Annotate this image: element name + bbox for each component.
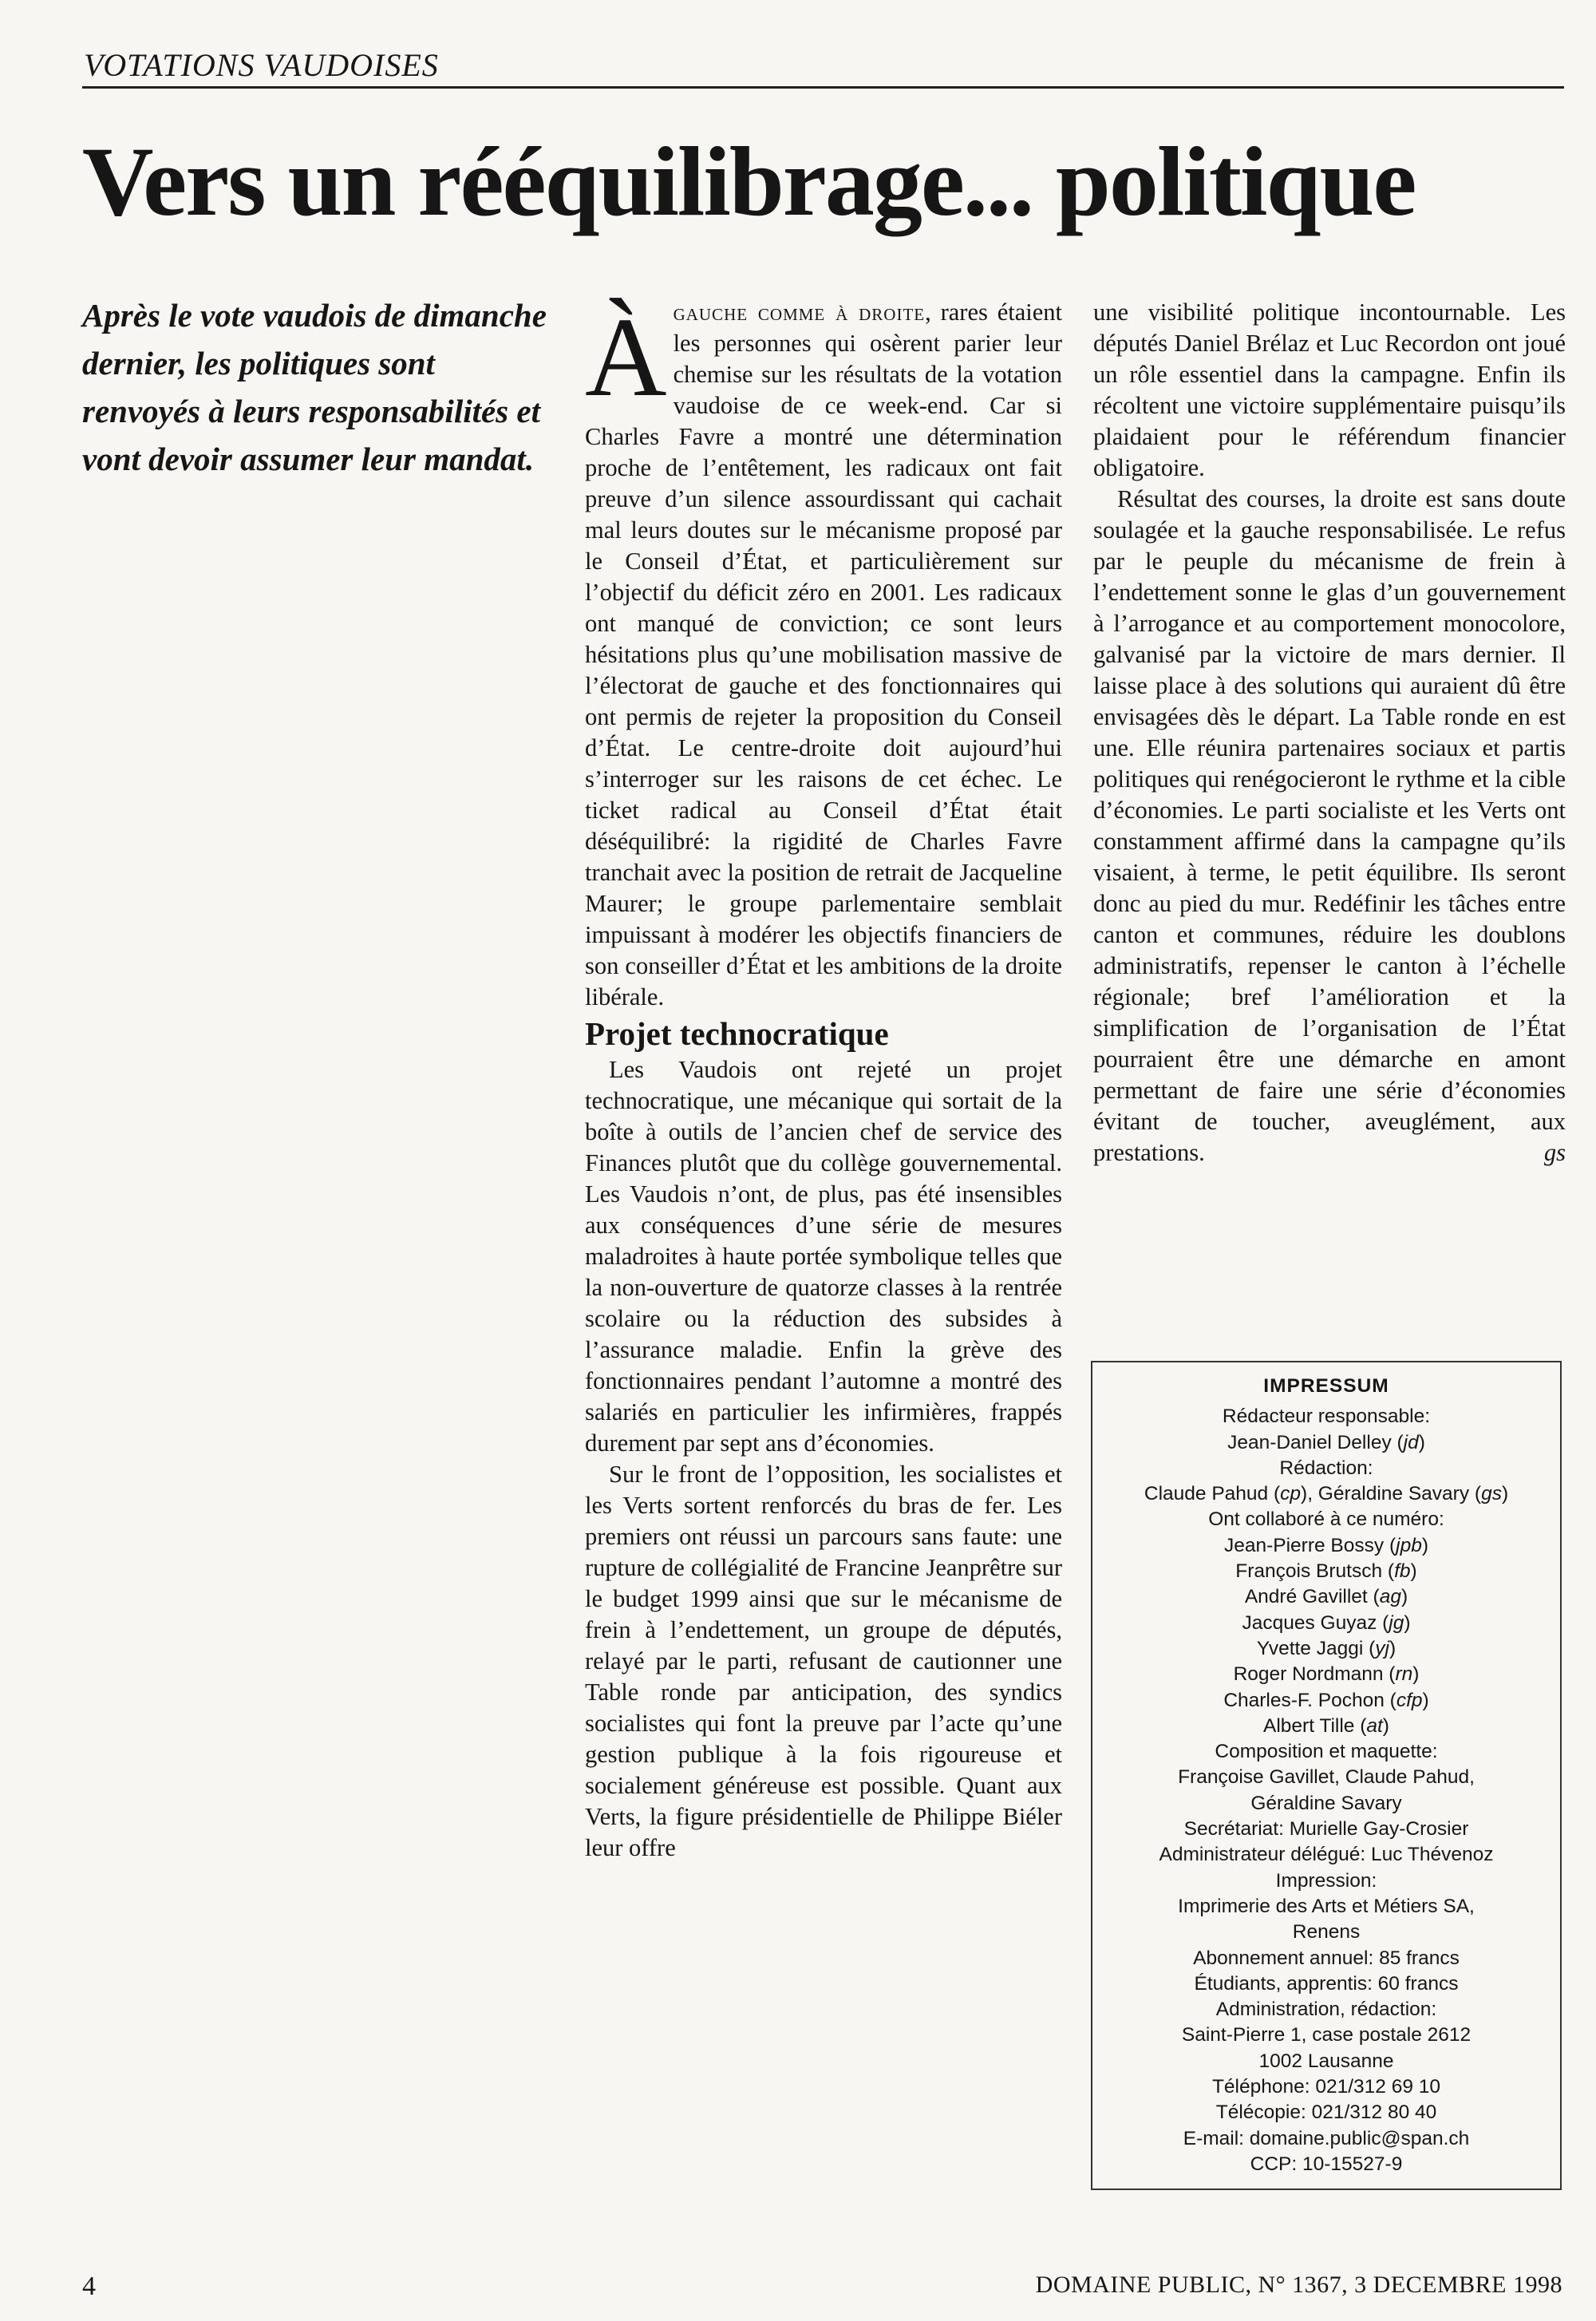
impressum-text: Saint-Pierre 1, case postale 2612 — [1181, 2024, 1472, 2046]
impressum-text: Téléphone: 021/312 69 10 — [1211, 2076, 1441, 2098]
impressum-text: ) — [1382, 1714, 1389, 1737]
impressum-line — [1099, 1430, 1554, 1456]
impressum-text: André Gavillet ( — [1244, 1586, 1380, 1608]
impressum-initials: cp — [1280, 1483, 1302, 1505]
impressum-line — [1099, 1662, 1554, 1687]
lead-paragraph: Après le vote vaudois de dimanche dernier, les politiques sont renvoyés à leurs responsabilités et vont devoir assumer leur mandat. — [82, 297, 547, 477]
impressum-text: Charles-F. Pochon ( — [1223, 1689, 1396, 1711]
impressum-text: Roger Nordmann ( — [1233, 1663, 1396, 1686]
impressum-text: Jacques Guyaz ( — [1242, 1611, 1389, 1634]
impressum-text: ) — [1389, 1637, 1396, 1659]
article-paragraph-4 — [1093, 484, 1566, 1168]
impressum-text: Claude Pahud ( — [1144, 1483, 1281, 1505]
impressum-text: ) — [1410, 1560, 1417, 1583]
impressum-line — [1099, 1404, 1554, 1429]
impressum-text: Télécopie: 021/312 80 40 — [1215, 2102, 1437, 2124]
article-column-2 — [1093, 297, 1566, 1168]
publication-footer: DOMAINE PUBLIC, N° 1367, 3 DECEMBRE 1998 — [1035, 2272, 1562, 2298]
impressum-line — [1099, 1584, 1554, 1610]
impressum-text: Composition et maquette: — [1215, 1741, 1438, 1763]
impressum-line — [1099, 1533, 1554, 1559]
impressum-line — [1099, 1714, 1554, 1739]
impressum-line — [1099, 2100, 1554, 2125]
page-number: 4 — [82, 2272, 96, 2301]
impressum-initials: rn — [1395, 1663, 1413, 1686]
impressum-box — [1091, 1361, 1562, 2190]
impressum-text: Administration, rédaction: — [1215, 1999, 1437, 2021]
impressum-line — [1099, 1997, 1554, 2022]
impressum-text: Étudiants, apprentis: 60 francs — [1194, 1972, 1459, 1995]
impressum-initials: jpb — [1396, 1534, 1422, 1556]
author-signature: gs — [1543, 1139, 1566, 1166]
impressum-text: François Brutsch ( — [1235, 1560, 1395, 1583]
impressum-lines — [1099, 1404, 1554, 2177]
impressum-line — [1099, 1971, 1554, 1997]
impressum-initials: yj — [1375, 1637, 1389, 1659]
impressum-text: CCP: 10-15527-9 — [1250, 2153, 1403, 2175]
impressum-text: Albert Tille ( — [1263, 1714, 1367, 1737]
impressum-text: Impression: — [1275, 1869, 1377, 1892]
impressum-line — [1099, 1636, 1554, 1662]
impressum-initials: jd — [1403, 1431, 1419, 1453]
impressum-text: Ont collaboré à ce numéro: — [1208, 1508, 1444, 1531]
impressum-line — [1099, 1791, 1554, 1817]
impressum-text: Renens — [1292, 1921, 1361, 1943]
impressum-line — [1099, 1920, 1554, 1945]
opening-smallcaps: gauche comme à droite — [673, 299, 926, 326]
impressum-initials: ag — [1379, 1586, 1401, 1608]
impressum-text: Imprimerie des Arts et Métiers SA, — [1178, 1895, 1475, 1917]
impressum-initials: gs — [1481, 1483, 1502, 1505]
impressum-line — [1099, 2074, 1554, 2100]
impressum-text: ) — [1404, 1611, 1411, 1634]
article-column-1 — [585, 294, 1062, 1864]
impressum-text: Rédaction: — [1279, 1457, 1373, 1479]
impressum-text: Yvette Jaggi ( — [1256, 1637, 1376, 1659]
impressum-line — [1099, 1611, 1554, 1636]
drop-cap: À — [585, 294, 667, 420]
impressum-text: ) — [1418, 1431, 1425, 1453]
paragraph-text: Résultat des courses, la droite est sans doute soulagée et la gauche responsabilisée. Le refus par le peuple du mécanisme de frein à l’endettement sonne le glas d’un gouvernement à l’arrogance et au comportement monocolore, galvanisé par la victoire de mars dernier. Il laisse place à des solutions qui auraient dû être envisagées dès le départ. La Table ronde en est une. Elle réunira partenaires sociaux et partis politiques qui renégocieront le rythme et la cible d’économies. Le parti socialiste et les Verts ont constamment affirmé dans la campagne qu’ils visaient, à terme, le petit équilibre. Ils seront donc au pied du mur. Redéfinir les tâches entre canton et communes, réduire les doublons administratifs, repenser le canton à l’échelle régionale; bref l’amélioration et la simplification de l’organisation de l’État pourraient être une démarche en amont permettant de faire une série d’économies évitant de toucher, aveuglément, aux prestations. — [1093, 485, 1566, 1166]
impressum-text: 1002 Lausanne — [1258, 2050, 1394, 2072]
impressum-text: Géraldine Savary — [1250, 1792, 1402, 1814]
impressum-text: Jean-Pierre Bossy ( — [1223, 1534, 1396, 1556]
impressum-text: Jean-Daniel Delley ( — [1227, 1431, 1404, 1453]
article-paragraph-2: Les Vaudois ont rejeté un projet technocratique, une mécanique qui sortait de la boîte à outils de l’ancien chef de service des Finances plutôt que du collège gouvernemental. Les Vaudois n’ont, de plus, pas été insensibles aux conséquences d’une série de mesures maladroites à haute portée symbolique telles que la non-ouverture de quatorze classes à la rentrée scolaire ou la réduction des subsides à l’assurance maladie. Enfin la grève des fonctionnaires pendant l’automne a montré des salariés en particulier les infirmières, frappés durement par sept ans d’économies. — [585, 1056, 1062, 1457]
impressum-text: ) — [1501, 1483, 1509, 1505]
impressum-text: ), Géraldine Savary ( — [1301, 1483, 1482, 1505]
impressum-line — [1099, 1946, 1554, 1971]
impressum-text: ) — [1421, 1534, 1428, 1556]
impressum-title: IMPRESSUM — [1263, 1375, 1389, 1397]
impressum-line — [1099, 2126, 1554, 2152]
headline: Vers un rééquilibrage... politique — [82, 127, 1416, 236]
impressum-line — [1099, 2022, 1554, 2048]
impressum-line — [1099, 1765, 1554, 1790]
impressum-initials: jg — [1389, 1611, 1404, 1634]
impressum-line — [1099, 1559, 1554, 1584]
impressum-line — [1099, 1894, 1554, 1920]
impressum-text: ) — [1400, 1586, 1408, 1608]
impressum-line — [1099, 2152, 1554, 2177]
impressum-line — [1099, 1507, 1554, 1532]
header-rule — [82, 86, 1564, 89]
impressum-initials: cfp — [1396, 1689, 1423, 1711]
impressum-line — [1099, 1688, 1554, 1714]
section-label: VOTATIONS VAUDOISES — [84, 47, 439, 83]
impressum-initials: at — [1366, 1714, 1383, 1737]
subheading: Projet technocratique — [585, 1015, 889, 1052]
impressum-text: ) — [1422, 1689, 1429, 1711]
impressum-line — [1099, 1817, 1554, 1842]
impressum-text: Secrétariat: Murielle Gay-Crosier — [1183, 1818, 1469, 1841]
article-paragraph-3-continued: une visibilité politique incontournable. Les députés Daniel Brélaz et Luc Recordon ont joué un rôle essentiel dans la campagne. Enfin ils récoltent une victoire supplémentaire puisqu’ils plaidaient pour le référendum financier obligatoire. — [1093, 299, 1566, 481]
article-paragraph-3: Sur le front de l’opposition, les socialistes et les Verts sortent renforcés du bras de fer. Les premiers ont réussi un parcours sans faute: une rupture de collégialité de Francine Jeanprêtre sur le budget 1999 ainsi que sur le mécanisme de frein à l’endettement, un groupe de députés, relayé par le parti, refusant de cautionner une Table ronde par anticipation, des syndics socialistes qui font la preuve par l’acte qu’une gestion publique à la fois rigoureuse et socialement généreuse est possible. Quant aux Verts, la figure présidentielle de Philippe Biéler leur offre — [585, 1461, 1062, 1861]
impressum-line — [1099, 1842, 1554, 1868]
impressum-text: ) — [1412, 1663, 1420, 1686]
impressum-text: Administrateur délégué: Luc Thévenoz — [1159, 1844, 1494, 1866]
impressum-text: Rédacteur responsable: — [1222, 1406, 1431, 1428]
impressum-line — [1099, 1456, 1554, 1481]
impressum-initials: fb — [1394, 1560, 1411, 1583]
impressum-text: Françoise Gavillet, Claude Pahud, — [1178, 1766, 1475, 1789]
impressum-line — [1099, 2049, 1554, 2074]
impressum-line — [1099, 1868, 1554, 1894]
impressum-text: Abonnement annuel: 85 francs — [1193, 1947, 1460, 1969]
impressum-line — [1099, 1739, 1554, 1765]
impressum-text: E-mail: domaine.public@span.ch — [1183, 2127, 1470, 2149]
impressum-line — [1099, 1481, 1554, 1507]
paragraph-text: , rares étaient les personnes qui osèrent parier leur chemise sur les résultats de la votation vaudoise de ce week-end. Car si Charles Favre a montré une détermination proche de l’entêtement, les radicaux ont fait preuve d’un silence assourdissant qui cachait mal leurs doutes sur le mécanisme proposé par le Conseil d’État, et particulièrement sur l’objectif du déficit zéro en 2001. Les radicaux ont manqué de conviction; ce sont leurs hésitations plus qu’une mobilisation massive de l’électorat de gauche et des fonctionnaires qui ont permis de rejeter la proposition du Conseil d’État. Le centre-droite doit aujourd’hui s’interroger sur les raisons de cet échec. Le ticket radical au Conseil d’État était déséquilibré: la rigidité de Charles Favre tranchait avec la position de retrait de Jacqueline Maurer; le groupe parlementaire semblait impuissant à modérer les objectifs financiers de son conseiller d’État et les ambitions de la droite libérale. — [585, 299, 1062, 1010]
article-paragraph-1 — [585, 294, 1062, 1013]
